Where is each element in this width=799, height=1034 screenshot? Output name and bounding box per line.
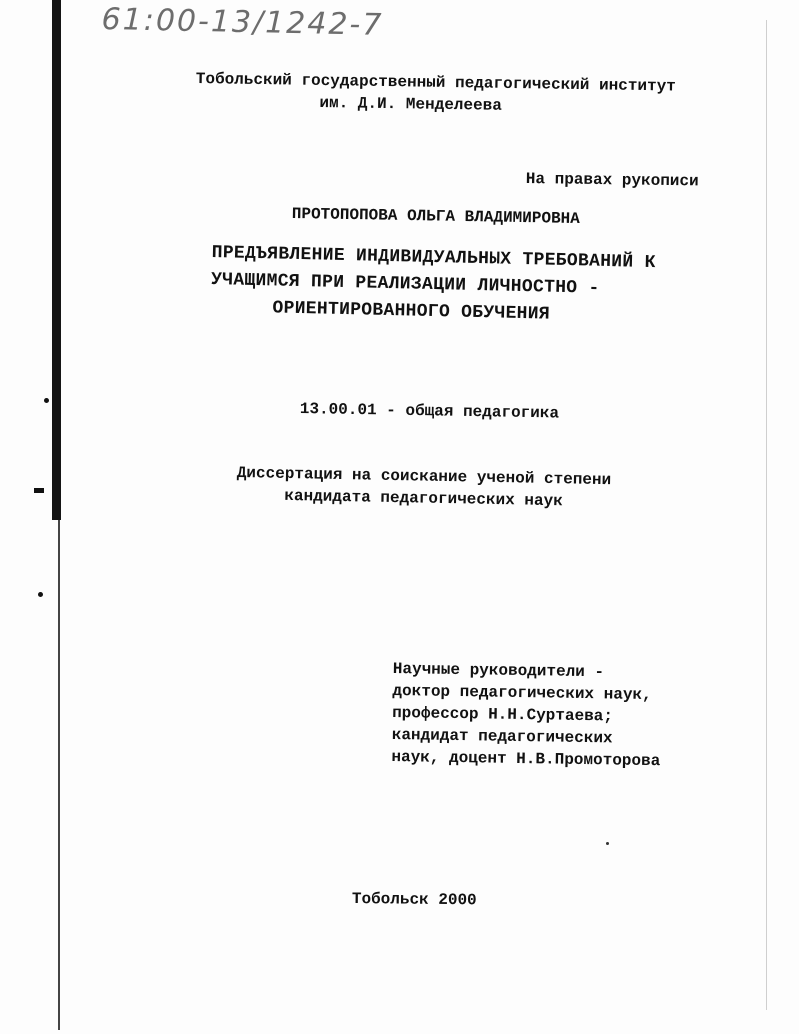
title-line-2: УЧАЩИМСЯ ПРИ РЕАЛИЗАЦИИ ЛИЧНОСТНО - <box>210 269 600 299</box>
supervisors-line-2: доктор педагогических наук, <box>392 681 652 705</box>
degree-statement <box>236 462 611 513</box>
degree-line-1: Диссертация на соискание ученой степени <box>236 463 612 490</box>
title-line-1: ПРЕДЪЯВЛЕНИЕ ИНДИВИДУАЛЬНЫХ ТРЕБОВАНИЙ К <box>211 242 656 274</box>
institute-name <box>195 68 676 120</box>
supervisors-line-1: Научные руководители - <box>392 659 605 682</box>
city-year: Тобольск 2000 <box>351 889 477 910</box>
scan-right-edge <box>766 20 767 1010</box>
degree-line-2: кандидата педагогических наук <box>284 486 563 511</box>
scan-speck <box>44 398 49 403</box>
archive-stamp: 61:00-13/1242-7 <box>101 2 384 43</box>
scan-mark <box>34 488 44 493</box>
dissertation-title <box>210 240 656 331</box>
manuscript-rights-note: На правах рукописи <box>525 169 699 191</box>
scan-speck <box>38 592 43 597</box>
scan-speck <box>606 842 609 845</box>
scientific-supervisors <box>391 658 662 772</box>
supervisors-line-3: профессор Н.Н.Суртаева; <box>391 703 614 726</box>
title-line-3: ОРИЕНТИРОВАННОГО ОБУЧЕНИЯ <box>272 298 551 325</box>
specialty-code: 13.00.01 - общая педагогика <box>299 399 560 423</box>
supervisors-line-5: наук, доцент Н.В.Промоторова <box>391 747 661 771</box>
supervisors-line-4: кандидат педагогических <box>391 725 613 748</box>
institute-line-2: им. Д.И. Менделеева <box>319 93 503 115</box>
scan-edge-shadow <box>52 0 61 520</box>
scan-edge-line <box>58 520 60 1030</box>
institute-line-1: Тобольский государственный педагогический институт <box>195 69 676 96</box>
author-name: ПРОТОПОПОВА ОЛЬГА ВЛАДИМИРОВНА <box>291 204 580 229</box>
